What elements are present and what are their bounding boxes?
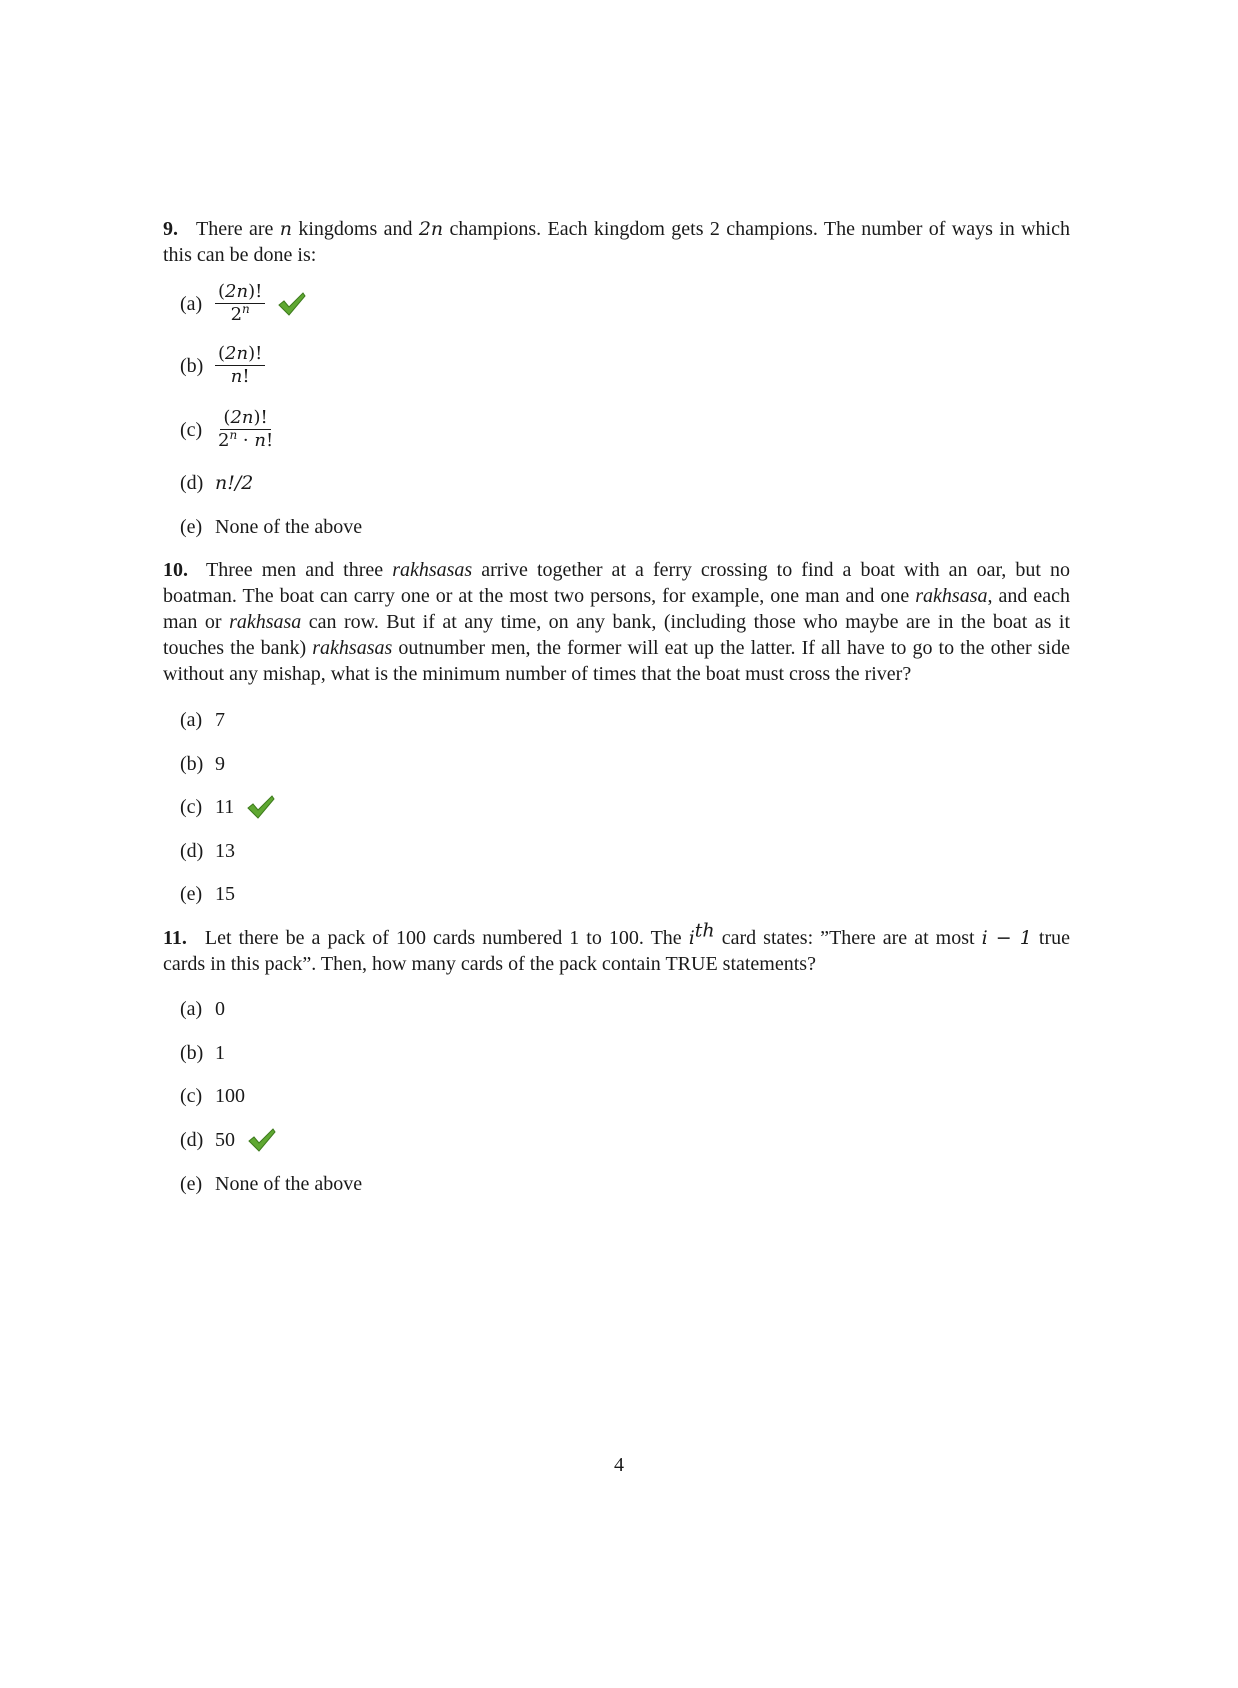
question-number: 9. <box>163 218 178 240</box>
question-text: true cards in this pack”. Then, how many cards of the pack contain TRUE statements? <box>163 927 1070 975</box>
question-text: champions. Each kingdom gets 2 champions. The number of ways in which this can be done is: <box>163 218 1070 266</box>
option-text: None of the above <box>215 1173 363 1195</box>
q9-option-e <box>180 514 362 540</box>
fraction-denominator: $2^n \cdot n$! <box>218 428 274 451</box>
fraction <box>215 407 276 452</box>
option-label: (e) <box>180 883 203 905</box>
q11-option-d <box>180 1127 277 1153</box>
fraction-denominator: n! <box>230 366 250 387</box>
question-text: card states: ”There are at most <box>714 927 982 949</box>
q10-option-e <box>180 881 235 907</box>
option-text: 9 <box>215 753 225 775</box>
option-text: 0 <box>215 998 225 1020</box>
q9-option-a <box>180 281 307 326</box>
question-text: rakhsasa <box>229 611 302 633</box>
option-label: (e) <box>180 1173 203 1195</box>
q10-option-b <box>180 751 225 777</box>
question-text: outnumber men, the former will eat up the latter. If all have to go to the other side without any mishap, what is the minimum number of times that the boat must cross the river? <box>163 637 1070 685</box>
q10-option-a <box>180 707 225 733</box>
option-label: (c) <box>180 796 203 818</box>
fraction-denominator: 2$^n$ <box>230 302 250 325</box>
question-text: arrive together at a ferry crossing to find a boat with an oar, but no boatman. The boat can carry one or at the most two persons, for example, one man and one <box>163 559 1070 607</box>
option-label: (b) <box>180 354 204 377</box>
q10-option-d <box>180 838 235 864</box>
question-10 <box>163 557 1070 687</box>
option-text: 13 <box>215 840 235 862</box>
question-text: Let there be a pack of 100 cards numbered 1 to 100. The <box>204 927 689 949</box>
question-text: rakhsasas <box>312 637 393 659</box>
option-text: 7 <box>215 709 225 731</box>
fraction <box>215 343 265 388</box>
question-text: rakhsasas <box>392 559 473 581</box>
fraction <box>215 281 265 326</box>
option-text: 50 <box>215 1129 235 1151</box>
fraction-numerator: (2n)! <box>215 343 265 366</box>
option-text: 100 <box>215 1085 245 1107</box>
question-number: 11. <box>163 927 187 949</box>
question-11 <box>163 919 1070 977</box>
fraction-numerator: (2n)! <box>220 407 270 430</box>
option-label: (e) <box>180 516 203 538</box>
question-text: rakhsasa <box>915 585 988 607</box>
option-label: (d) <box>180 840 204 862</box>
option-text: 11 <box>215 796 235 818</box>
math-var: i <box>688 927 695 949</box>
q9-option-d <box>180 470 253 496</box>
math-expression: i − 1 <box>981 927 1032 949</box>
option-label: (a) <box>180 998 203 1020</box>
option-label: (c) <box>180 418 203 441</box>
option-label: (a) <box>180 292 203 315</box>
option-label: (d) <box>180 472 204 494</box>
page-number: 4 <box>614 1454 624 1476</box>
check-mark-icon <box>246 794 276 820</box>
question-number: 10. <box>163 559 188 581</box>
question-9 <box>163 216 1070 268</box>
option-text: n!/2 <box>215 472 254 494</box>
question-text: There are <box>196 218 280 240</box>
question-text: Three men and three <box>206 559 393 581</box>
option-label: (b) <box>180 753 204 775</box>
question-text: kingdoms and <box>292 218 419 240</box>
option-label: (c) <box>180 1085 203 1107</box>
math-var: n <box>279 218 292 240</box>
q11-option-a <box>180 996 225 1022</box>
option-text: 15 <box>215 883 235 905</box>
question-text: can row. But if at any time, on any bank, (including those who maybe are in the boat as it touches the bank) <box>163 611 1070 659</box>
q11-option-c <box>180 1083 245 1109</box>
option-text: None of the above <box>215 516 363 538</box>
math-superscript: th <box>694 919 715 942</box>
q11-option-b <box>180 1040 225 1066</box>
option-label: (b) <box>180 1042 204 1064</box>
question-text: , and each man or <box>163 585 1070 633</box>
q9-option-c <box>180 407 276 452</box>
fraction-numerator: (2n)! <box>215 281 265 304</box>
option-label: (a) <box>180 709 203 731</box>
check-mark-icon <box>247 1127 277 1153</box>
q11-option-e <box>180 1171 362 1197</box>
q10-option-c <box>180 794 276 820</box>
math-var: 2n <box>418 218 444 240</box>
check-mark-icon <box>277 291 307 317</box>
option-text: 1 <box>215 1042 225 1064</box>
option-label: (d) <box>180 1129 204 1151</box>
q9-option-b <box>180 343 265 388</box>
